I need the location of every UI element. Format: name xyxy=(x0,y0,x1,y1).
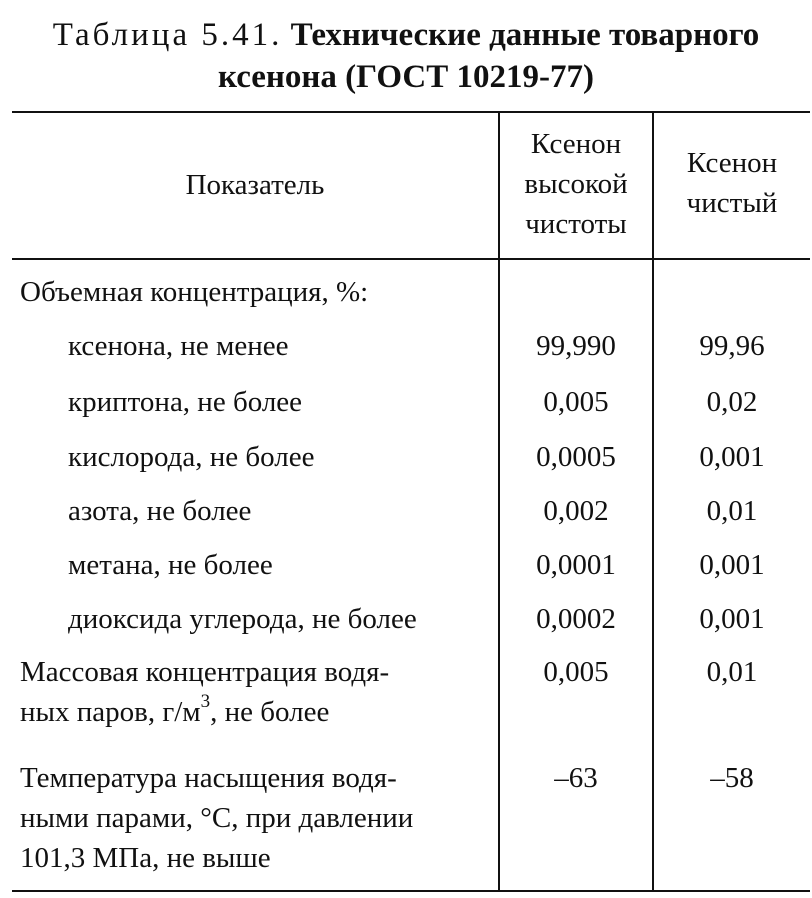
mass-concentration-label xyxy=(20,652,389,732)
header-col-pure xyxy=(654,143,810,223)
header-col3-line2: чистый xyxy=(686,187,778,219)
row-label: азота, не более xyxy=(68,495,252,527)
mass-line2-sup: 3 xyxy=(200,691,211,713)
header-indicator: Показатель xyxy=(185,169,325,201)
row-value-high: 0,0002 xyxy=(536,603,616,635)
mass-line2-pre: ных паров, г/м xyxy=(20,696,201,728)
temp-line3: 101,3 МПа, не выше xyxy=(20,842,271,874)
row-value-pure: 0,001 xyxy=(699,603,765,635)
header-col3-line1: Ксенон xyxy=(686,147,778,179)
caption-line-1 xyxy=(0,14,812,56)
header-col-high-purity xyxy=(500,124,652,244)
row-value-pure: 0,02 xyxy=(706,386,758,418)
row-value-pure: 0,001 xyxy=(699,441,765,473)
row-value-high: 99,990 xyxy=(536,330,616,362)
table-bottom-rule xyxy=(12,890,810,892)
row-value-high: 0,002 xyxy=(543,495,609,527)
row-label: диоксида углерода, не более xyxy=(68,603,417,635)
row-label: метана, не более xyxy=(68,549,273,581)
caption-title-2: ксенона (ГОСТ 10219-77) xyxy=(218,59,594,95)
row-value-pure: 0,01 xyxy=(706,495,758,527)
saturation-temperature-label xyxy=(20,758,413,878)
header-col2-line2: высокой xyxy=(524,168,628,200)
temp-line2: ными парами, °С, при давлении xyxy=(20,802,414,834)
table-top-rule xyxy=(12,111,810,113)
mass-value-high: 0,005 xyxy=(543,656,609,688)
row-value-high: 0,0005 xyxy=(536,441,616,473)
caption-title-1: Технические данные товарного xyxy=(290,17,760,53)
mass-line2-post: , не более xyxy=(210,696,330,728)
header-col2-line3: чистоты xyxy=(525,208,627,240)
row-value-high: 0,0001 xyxy=(536,549,616,581)
mass-value-pure: 0,01 xyxy=(706,656,758,688)
temp-value-high: –63 xyxy=(554,762,598,794)
temp-line1: Температура насыщения водя- xyxy=(20,762,397,794)
row-label: кислорода, не более xyxy=(68,441,315,473)
mass-line1: Массовая концентрация водя- xyxy=(20,656,390,688)
row-label: криптона, не более xyxy=(68,386,303,418)
table-caption xyxy=(0,14,812,98)
group-volume-concentration: Объемная концентрация, %: xyxy=(20,276,369,308)
header-bottom-rule xyxy=(12,258,810,260)
row-value-high: 0,005 xyxy=(543,386,609,418)
temp-value-pure: –58 xyxy=(710,762,754,794)
row-value-pure: 0,001 xyxy=(699,549,765,581)
header-col2-line1: Ксенон xyxy=(530,128,622,160)
row-value-pure: 99,96 xyxy=(699,330,765,362)
caption-lead: Таблица 5.41. xyxy=(52,17,283,53)
mass-line2 xyxy=(20,692,389,732)
row-label: ксенона, не менее xyxy=(68,330,289,362)
